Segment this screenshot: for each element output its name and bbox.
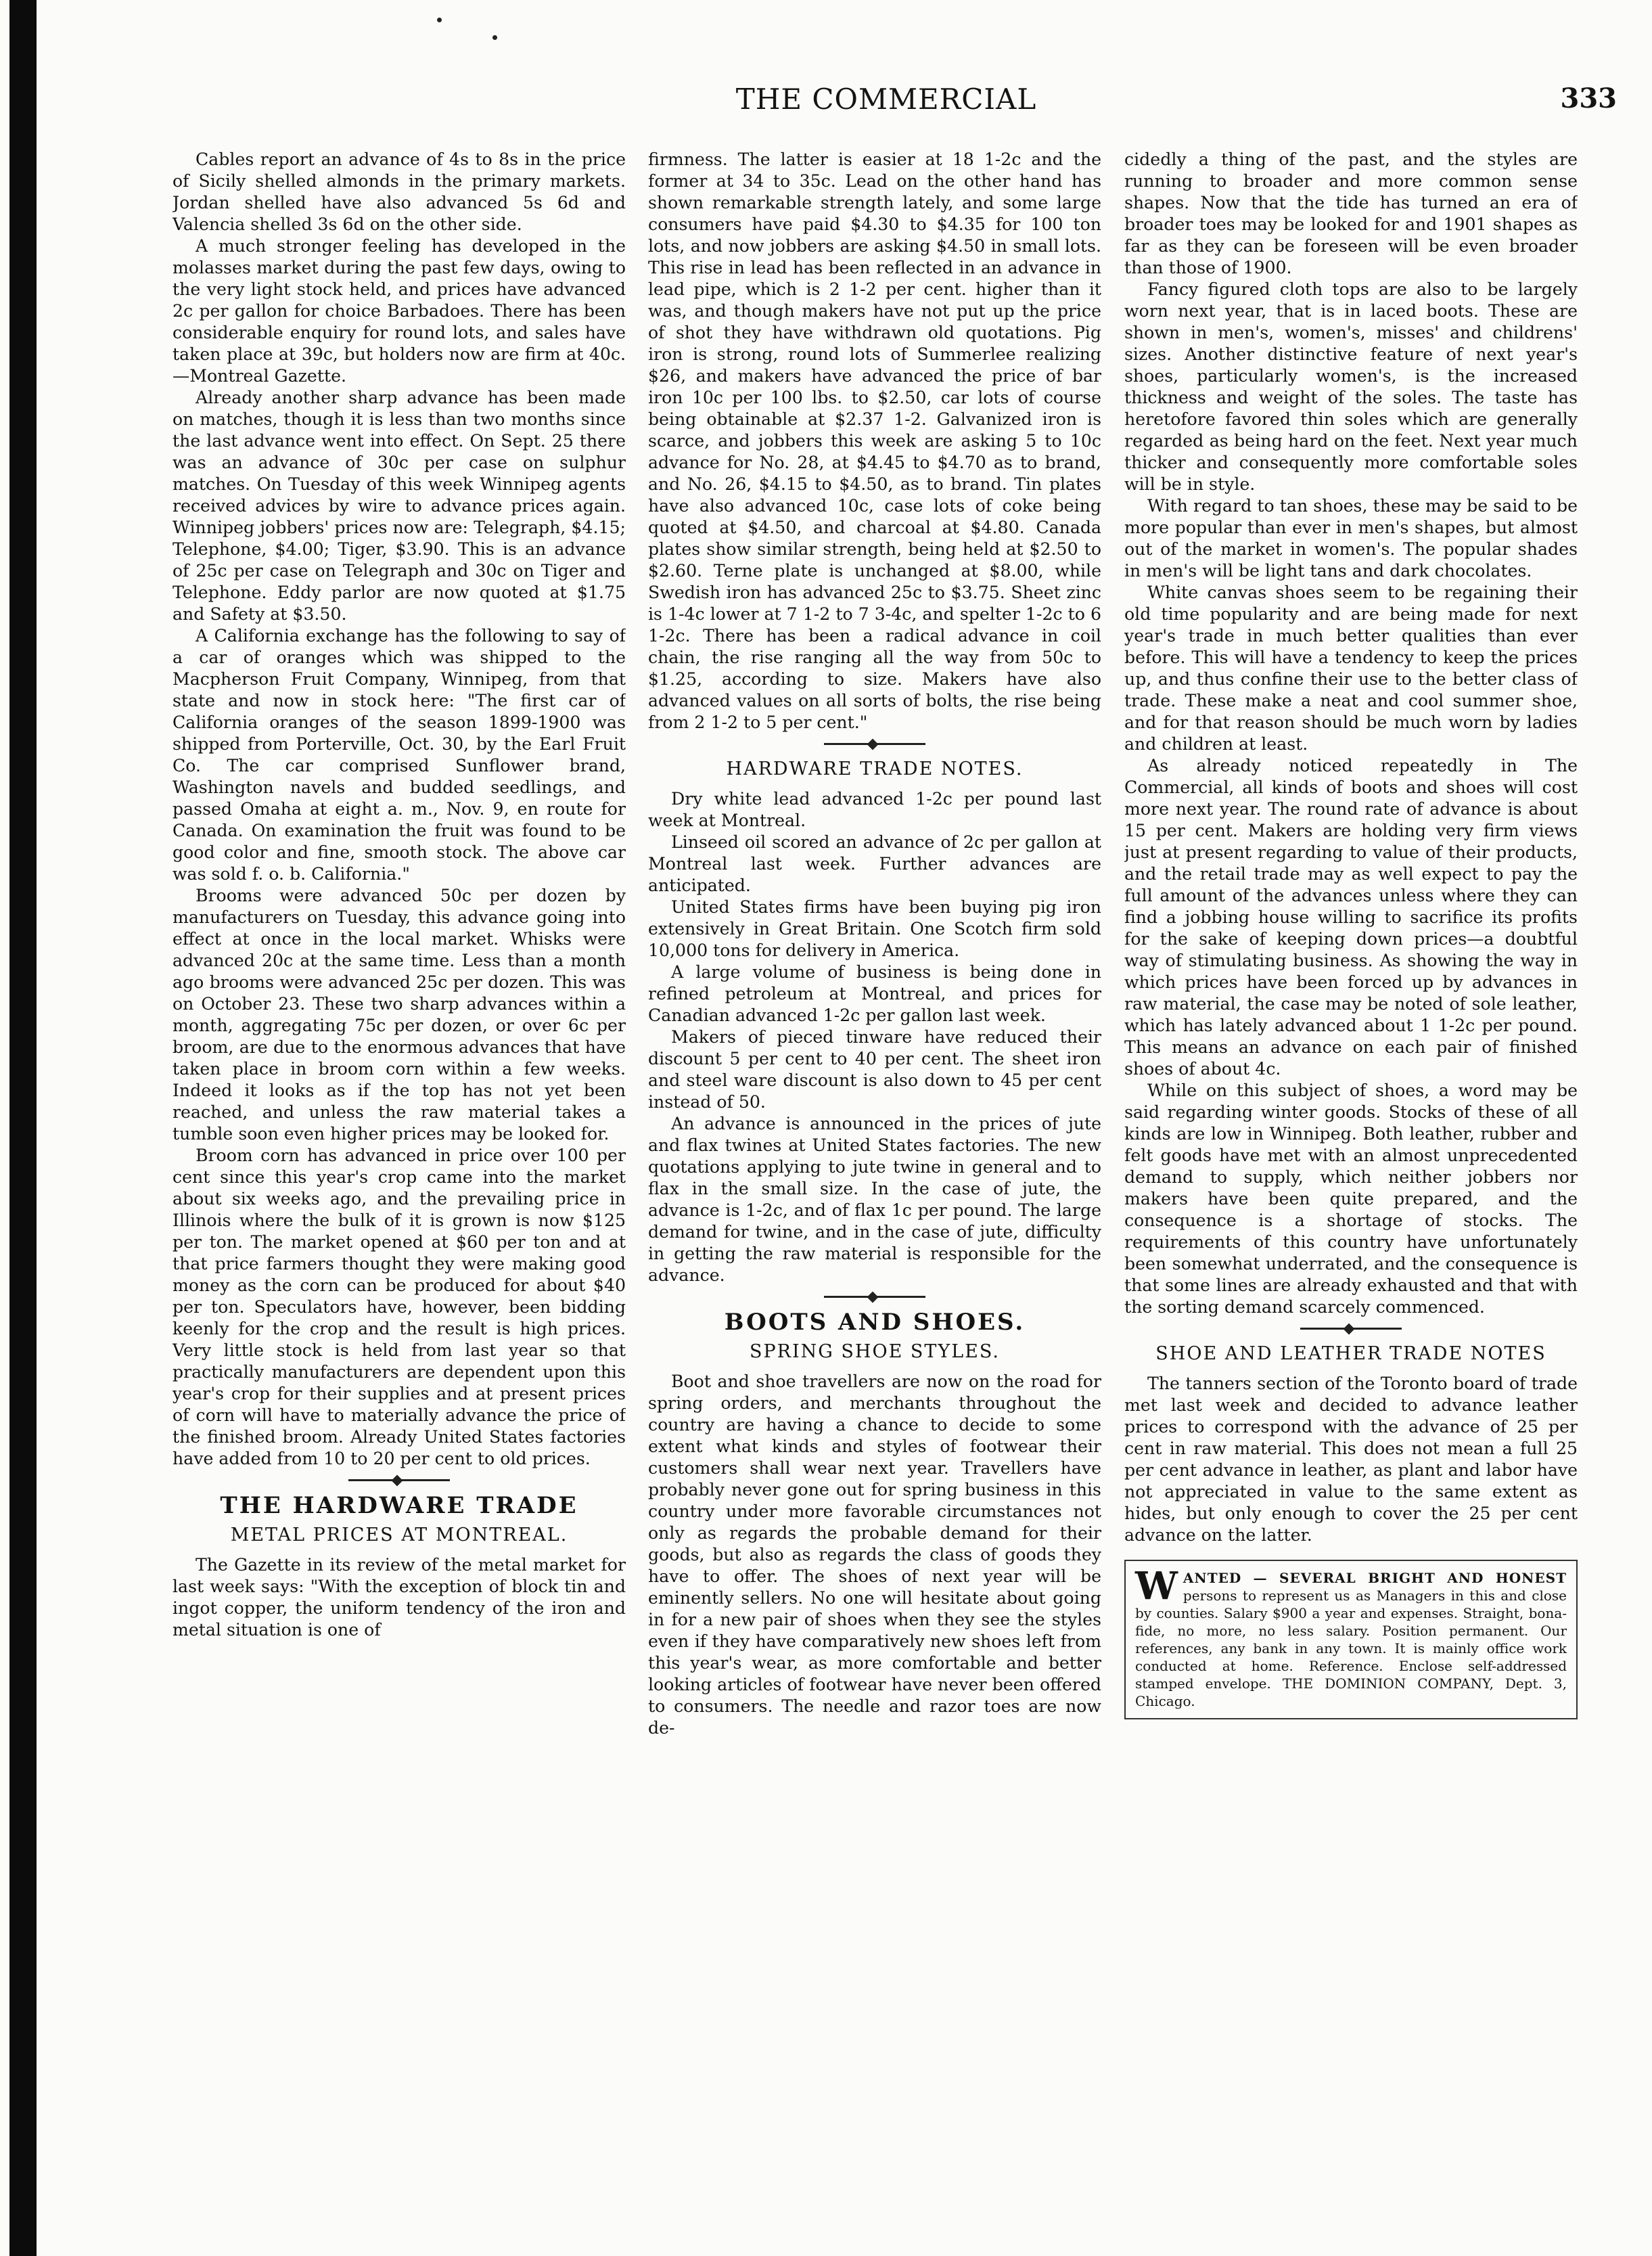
article-paragraph: Brooms were advanced 50c per dozen by manufacturers on Tuesday, this advance going into effect at once in the local market. Whisks were advanced 20c at the same time. Less than a month ago brooms were advanced 25c per dozen. This was on October 23. These two sharp advances within a month, aggregating 75c per dozen, or over 6c per broom, are due to the enormous advances that have taken place in broom corn within a few weeks. Indeed it looks as if the top has not yet been reached, and unless the raw material takes a tumble soon even higher prices may be looked for. [173,886,626,1144]
section-divider [1300,1328,1402,1332]
page-number: 333 [1560,83,1617,114]
article-paragraph: Already another sharp advance has been made on matches, though it is less than two months since the last advance went into effect. On Sept. 25 there was an advance of 30c per case on sulphur matches. On Tuesday of this week Winnipeg agents received advices by wire to advance prices again. Winnipeg jobbers' prices now are: Telegraph, $4.15; Telephone, $4.00; Tiger, $3.90. This is an advance of 25c per case on Telegraph and 30c on Tiger and Telephone. Eddy parlor are now quoted at $1.75 and Safety at $3.50. [173,388,626,624]
article-paragraph: Fancy figured cloth tops are also to be largely worn next year, that is in laced boots. These are shown in men's, women's, misses' and childrens' sizes. Another distinctive feature of next year's shoes, particularly women's, is the increased thickness and weight of the soles. The taste has heretofore favored thin soles which are generally regarded as being hard on the feet. Next year much thicker and consequently more comfortable soles will be in style. [1124,279,1578,494]
article-paragraph: Cables report an advance of 4s to 8s in the price of Sicily shelled almonds in the primary markets. Jordan shelled have also advanced 5s 6d and Valencia shelled 3s 6d on the other side. [173,150,626,234]
classified-ad [1124,1560,1578,1719]
print-speck [492,35,497,40]
news-item: Linseed oil scored an advance of 2c per gallon at Montreal last week. Further advances are anticipated. [648,832,1101,895]
news-item: A large volume of business is being done in refined petroleum at Montreal, and prices for Canadian advanced 1-2c per gallon last week. [648,962,1101,1025]
article-paragraph: firmness. The latter is easier at 18 1-2c and the former at 34 to 35c. Lead on the other hand has shown remarkable strength lately, and some large consumers have paid $4.30 to $4.35 for 100 ton lots, and now jobbers are asking $4.50 in small lots. This rise in lead has been reflected in an advance in lead pipe, which is 2 1-2 per cent. higher than it was, and though makers have not put up the price of shot they have withdrawn old quotations. Pig iron is strong, round lots of Summerlee realizing $26, and makers have advanced the price of bar iron 10c per 100 lbs. to $2.50, car lots of course being obtainable at $2.37 1-2. Galvanized iron is scarce, and jobbers this week are asking 5 to 10c advance for No. 28, at $4.45 to $4.70 as to brand, and No. 26, $4.15 to $4.50, as to brand. Tin plates have also advanced 10c, case lots of coke being quoted at $4.50, and charcoal at $4.80. Canada plates show similar strength, being held at $2.50 to $2.60. Terne plate is unchanged at $8.00, while Swedish iron has advanced 25c to $3.75. Sheet zinc is 1-4c lower at 7 1-2 to 7 3-4c, and spelter 1-2c to 6 1-2c. There has been a radical advance in coil chain, the rise ranging all the way from 50c to $1.25, according to size. Makers have also advanced values on all sorts of bolts, the rise being from 2 1-2 to 5 per cent." [648,150,1101,732]
section-heading: BOOTS AND SHOES. [724,1309,1026,1336]
news-item: Makers of pieced tinware have reduced their discount 5 per cent to 40 per cent. The sheet iron and steel ware discount is also down to 45 per cent instead of 50. [648,1027,1101,1112]
column-3 [1124,149,1578,2233]
ad-body: persons to represent us as Managers in this and close by counties. Salary $900 a year and expenses. Straight, bona-fide, no more, no less salary. Position permanent. Our references, any bank in any town. It is mainly office work conducted at home. Reference. Enclose self-addressed stamped envelope. THE DOMINION COMPANY, Dept. 3, Chicago. [1135,1587,1567,1709]
article-paragraph: White canvas shoes seem to be regaining their old time popularity and are being made for next year's trade in much better qualities than ever before. This will have a tendency to keep the prices up, and thus confine their use to the better class of trade. These make a neat and cool summer shoe, and for that reason should be much worn by ladies and children at least. [1124,583,1578,754]
section-divider [348,1479,450,1484]
article-paragraph: While on this subject of shoes, a word may be said regarding winter goods. Stocks of these of all kinds are low in Winnipeg. Both leather, rubber and felt goods have met with an almost unprecedented demand to supply, which neither jobbers nor makers have been quite prepared, and the consequence is a shortage of stocks. The requirements of this country have unfortunately been somewhat underrated, and the consequence is that some lines are already exhausted and that with the sorting demand scarcely commenced. [1124,1081,1578,1317]
article-paragraph: With regard to tan shoes, these may be said to be more popular than ever in men's shapes, but almost out of the market in women's. The popular shades in men's will be light tans and dark chocolates. [1124,496,1578,581]
article-paragraph: Broom corn has advanced in price over 100 per cent since this year's crop came into the market about six weeks ago, and the prevailing price in Illinois where the bulk of it is grown is now $125 per ton. The market opened at $60 per ton and at that price farmers thought they were making good money as the corn can be produced for about $40 per ton. Speculators have, however, been bidding keenly for the crop and the result is high prices. Very little stock is held from last year so that practically manufacturers are dependent upon this year's crop for their supplies and at present prices of corn will have to materially advance the price of the finished broom. Already United States factories have added from 10 to 20 per cent to old prices. [173,1146,626,1468]
subsection-heading: SPRING SHOE STYLES. [750,1341,1000,1362]
subsection-heading: HARDWARE TRADE NOTES. [726,759,1024,780]
section-divider [824,1296,925,1301]
section-heading: THE HARDWARE TRADE [220,1492,578,1519]
ad-dropcap: W [1135,1564,1178,1608]
subsection-heading: METAL PRICES AT MONTREAL. [230,1525,568,1546]
news-item: Dry white lead advanced 1-2c per pound last week at Montreal. [648,789,1101,830]
article-paragraph: The Gazette in its review of the metal market for last week says: "With the exception of block tin and ingot copper, the uniform tendency of the iron and metal situation is one of [173,1555,626,1640]
article-paragraph: cidedly a thing of the past, and the styles are running to broader and more common sense shapes. Now that the tide has turned an era of broader toes may be looked for and 1901 shapes as far as they can be foreseen will be even broader than those of 1900. [1124,150,1578,277]
news-item: An advance is announced in the prices of jute and flax twines at United States factories. The new quotations applying to jute twine in general and to flax in the small size. In the case of jute, the advance is 1-2c, and of flax 1c per pound. The large demand for twine, and in the case of jute, difficulty in getting the raw material is responsible for the advance. [648,1114,1101,1285]
article-paragraph: The tanners section of the Toronto board of trade met last week and decided to advance leather prices to correspond with the advance of 25 per cent in raw material. This does not mean a full 25 per cent advance in leather, as plant and labor have not appreciated in value to the same extent as hides, but only enough to cover the 25 per cent advance on the latter. [1124,1374,1578,1545]
column-2 [648,149,1101,2233]
article-paragraph: A much stronger feeling has developed in the molasses market during the past few days, owing to the very light stock held, and prices have advanced 2c per gallon for choice Barbadoes. There has been considerable enquiry for round lots, and sales have taken place at 39c, but holders now are firm at 40c.—Montreal Gazette. [173,236,626,386]
ad-lead: ANTED — SEVERAL BRIGHT AND HONEST [1183,1570,1567,1586]
scan-edge [9,0,37,2256]
page-header [156,83,1617,130]
section-divider [824,743,925,748]
page-title: THE COMMERCIAL [735,83,1037,116]
news-item: United States firms have been buying pig iron extensively in Great Britain. One Scotch firm sold 10,000 tons for delivery in America. [648,897,1101,960]
article-paragraph: As already noticed repeatedly in The Commercial, all kinds of boots and shoes will cost more next year. The round rate of advance is about 15 per cent. Makers are holding very firm views just at present regarding to value of their products, and the retail trade may as well expect to pay the full amount of the advances unless where they can find a jobbing house willing to sacrifice its profits for the sake of keeping down prices—a doubtful way of stimulating business. As showing the way in which prices have been forced up by advances in raw material, the case may be noted of sole leather, which has lately advanced about 1 1-2c per pound. This means an advance on each pair of finished shoes of about 4c. [1124,756,1578,1079]
column-1 [173,149,626,2233]
subsection-heading: SHOE AND LEATHER TRADE NOTES [1155,1343,1546,1364]
article-paragraph: Boot and shoe travellers are now on the road for spring orders, and merchants throughout the country are having a chance to decide to some extent what kinds and styles of footwear their customers shall wear next year. Travellers have probably never gone out for spring business in this country under more favorable circumstances not only as regards the probable demand for their goods, but also as regards the class of goods they have to offer. The shoes of next year will be eminently sellers. No one will hesitate about going in for a new pair of shoes when they see the styles even if they have comparatively new shoes left from this year's wear, as more comfortable and better looking articles of footwear have never been offered to consumers. The needle and razor toes are now de- [648,1372,1101,1738]
article-paragraph: A California exchange has the following to say of a car of oranges which was shipped to the Macpherson Fruit Company, Winnipeg, from that state and now in stock here: "The first car of California oranges of the season 1899-1900 was shipped from Porterville, Oct. 30, by the Earl Fruit Co. The car comprised Sunflower brand, Washington navels and budded seedlings, and passed Omaha at eight a. m., Nov. 9, en route for Canada. On examination the fruit was found to be good color and fine, smooth stock. The above car was sold f. o. b. California." [173,626,626,884]
print-speck [437,18,442,22]
